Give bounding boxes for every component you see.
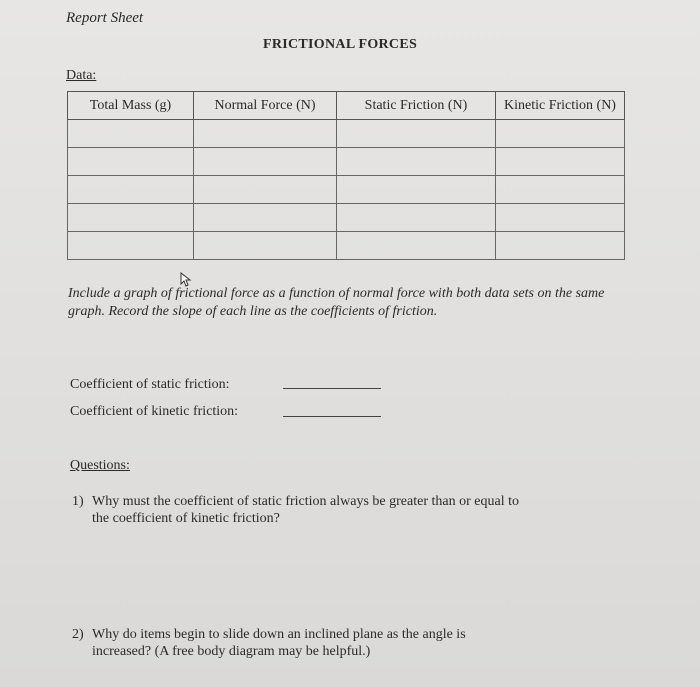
table-row: [68, 120, 625, 148]
column-header-kinetic-friction: Kinetic Friction (N): [496, 92, 625, 120]
question-text: Why do items begin to slide down an inclined plane as the angle is: [92, 627, 466, 642]
table-cell[interactable]: [337, 148, 496, 176]
question-2: [72, 626, 632, 660]
table-cell[interactable]: [194, 148, 337, 176]
column-header-normal-force: Normal Force (N): [194, 92, 337, 120]
table-cell[interactable]: [68, 232, 194, 260]
table-cell[interactable]: [194, 232, 337, 260]
table-row: [68, 176, 625, 204]
table-row: [68, 232, 625, 260]
questions-label: Questions:: [70, 458, 130, 473]
static-coefficient-label: Coefficient of static friction:: [70, 377, 230, 392]
column-header-total-mass: Total Mass (g): [68, 92, 194, 120]
data-table: [67, 91, 625, 260]
column-header-static-friction: Static Friction (N): [337, 92, 496, 120]
question-number: 1): [72, 494, 84, 509]
table-cell[interactable]: [68, 204, 194, 232]
question-text-continued: increased? (A free body diagram may be helpful.): [92, 644, 371, 659]
question-text-continued: the coefficient of kinetic friction?: [92, 511, 280, 526]
question-number: 2): [72, 627, 84, 642]
static-coefficient-field[interactable]: [283, 388, 381, 389]
table-row: [68, 148, 625, 176]
table-header-row: [68, 92, 625, 120]
table-cell[interactable]: [496, 204, 625, 232]
table-cell[interactable]: [68, 120, 194, 148]
table-cell[interactable]: [337, 176, 496, 204]
table-cell[interactable]: [68, 148, 194, 176]
kinetic-coefficient-field[interactable]: [283, 416, 381, 417]
table-cell[interactable]: [337, 204, 496, 232]
table-cell[interactable]: [68, 176, 194, 204]
page-title: FRICTIONAL FORCES: [263, 37, 418, 52]
table-cell[interactable]: [194, 120, 337, 148]
table-cell[interactable]: [194, 176, 337, 204]
graph-instructions: Include a graph of frictional force as a function of normal force with both data sets on the same graph. Record the slope of each line as the coefficients of friction.: [68, 286, 605, 319]
table-cell[interactable]: [194, 204, 337, 232]
table-cell[interactable]: [496, 148, 625, 176]
data-section-label: Data:: [66, 68, 97, 83]
table-cell[interactable]: [337, 232, 496, 260]
report-label: Report Sheet: [66, 10, 144, 26]
table-cell[interactable]: [496, 176, 625, 204]
table-cell[interactable]: [496, 120, 625, 148]
kinetic-coefficient-label: Coefficient of kinetic friction:: [70, 404, 239, 419]
question-text: Why must the coefficient of static friction always be greater than or equal to: [92, 494, 519, 509]
table-cell[interactable]: [337, 120, 496, 148]
table-row: [68, 204, 625, 232]
table-cell[interactable]: [496, 232, 625, 260]
question-1: [72, 493, 632, 527]
